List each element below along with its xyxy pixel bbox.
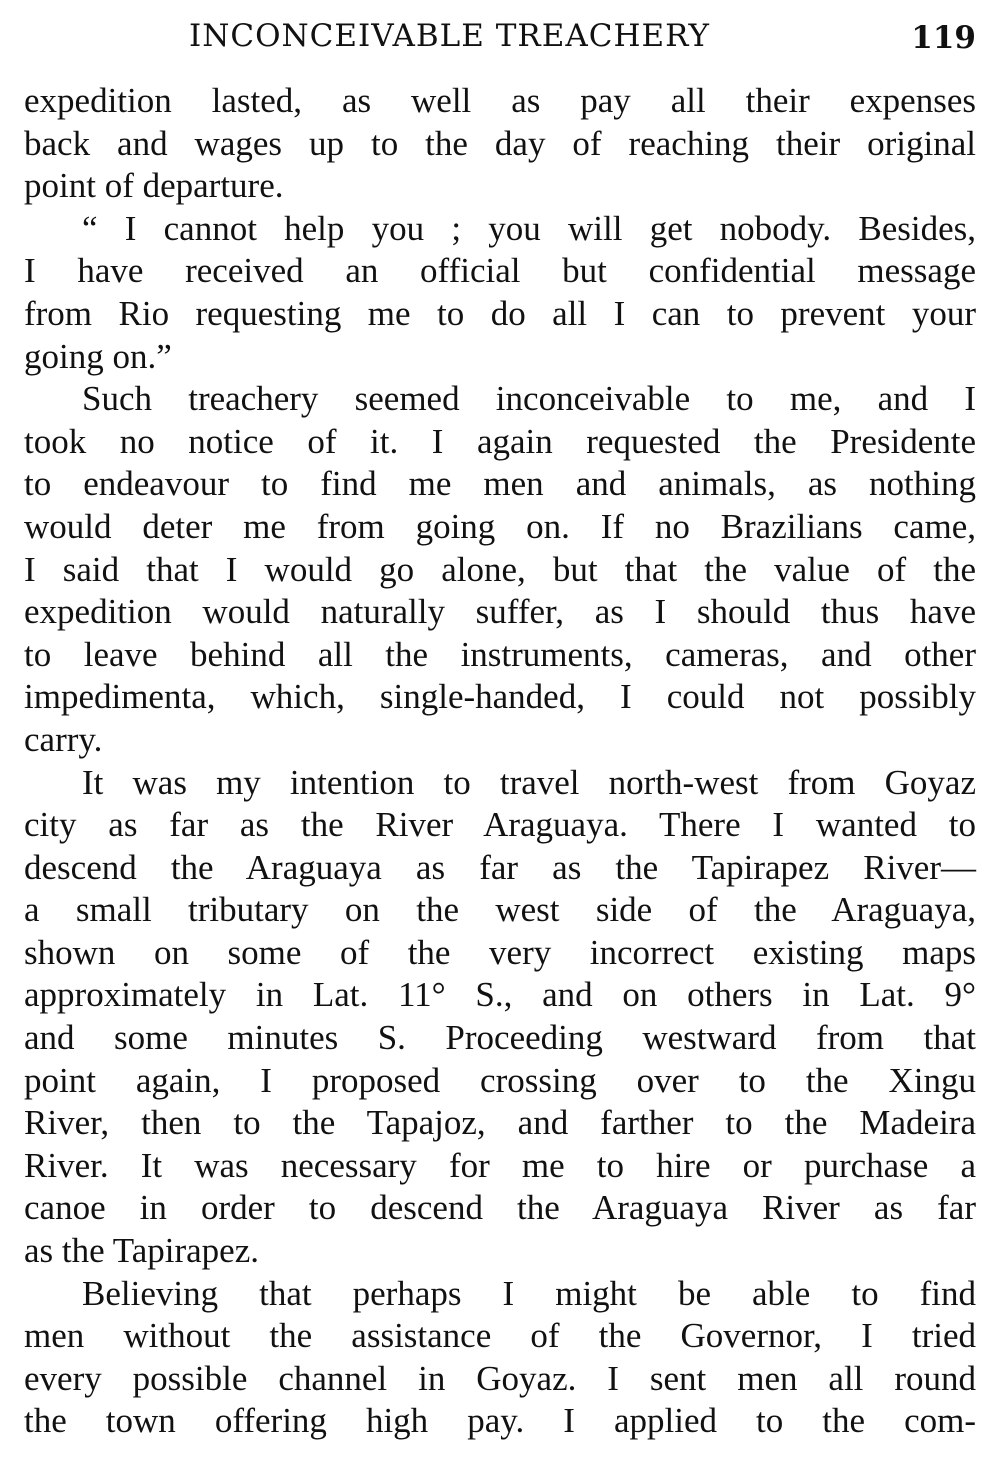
text-line: back and wages up to the day of reaching their original (24, 123, 976, 163)
text-line: took no notice of it. I again requested the Presidente (24, 421, 976, 461)
text-line: shown on some of the very incorrect existing maps (24, 932, 976, 972)
body-text (24, 80, 976, 1443)
text-line: going on.” (24, 336, 172, 376)
text-line: It was my intention to travel north-west from Goyaz (82, 762, 976, 802)
text-line: I said that I would go alone, but that the value of the (24, 549, 976, 589)
text-line: River, then to the Tapajoz, and farther to the Madeira (24, 1103, 976, 1143)
text-line: point of departure. (24, 166, 284, 206)
text-line: men without the assistance of the Governor, I tried (24, 1316, 976, 1356)
text-line: as the Tapirapez. (24, 1231, 259, 1271)
running-header (24, 14, 976, 64)
page-number: 119 (911, 20, 976, 56)
text-line: expedition lasted, as well as pay all their expenses (24, 81, 976, 120)
text-line: approximately in Lat. 11° S., and on others in Lat. 9° (24, 975, 976, 1015)
text-line: “ I cannot help you ; you will get nobody. Besides, (82, 208, 976, 248)
text-line: to endeavour to find me men and animals, as nothing (24, 464, 976, 504)
text-line: the town offering high pay. I applied to the com- (24, 1401, 976, 1441)
text-line: point again, I proposed crossing over to the Xingu (24, 1060, 976, 1100)
text-line: expedition would naturally suffer, as I should thus have (24, 592, 976, 632)
text-line: would deter me from going on. If no Brazilians came, (24, 506, 976, 546)
text-line: River. It was necessary for me to hire or purchase a (24, 1145, 976, 1185)
text-line: Believing that perhaps I might be able to find (82, 1273, 976, 1313)
text-line: I have received an official but confidential message (24, 251, 976, 291)
text-line: and some minutes S. Proceeding westward from that (24, 1018, 976, 1058)
text-line: canoe in order to descend the Araguaya River as far (24, 1188, 976, 1228)
text-line: descend the Araguaya as far as the Tapirapez River— (24, 847, 976, 887)
text-line: impedimenta, which, single-handed, I could not possibly (24, 677, 976, 717)
text-line: from Rio requesting me to do all I can to prevent your (24, 293, 976, 333)
text-line: city as far as the River Araguaya. There I wanted to (24, 805, 976, 845)
running-title: INCONCEIVABLE TREACHERY (189, 18, 711, 54)
text-line: carry. (24, 719, 103, 759)
text-line: every possible channel in Goyaz. I sent men all round (24, 1358, 976, 1398)
text-line: Such treachery seemed inconceivable to me, and I (82, 379, 976, 419)
text-line: to leave behind all the instruments, cameras, and other (24, 634, 976, 674)
text-line: a small tributary on the west side of the Araguaya, (24, 890, 976, 930)
